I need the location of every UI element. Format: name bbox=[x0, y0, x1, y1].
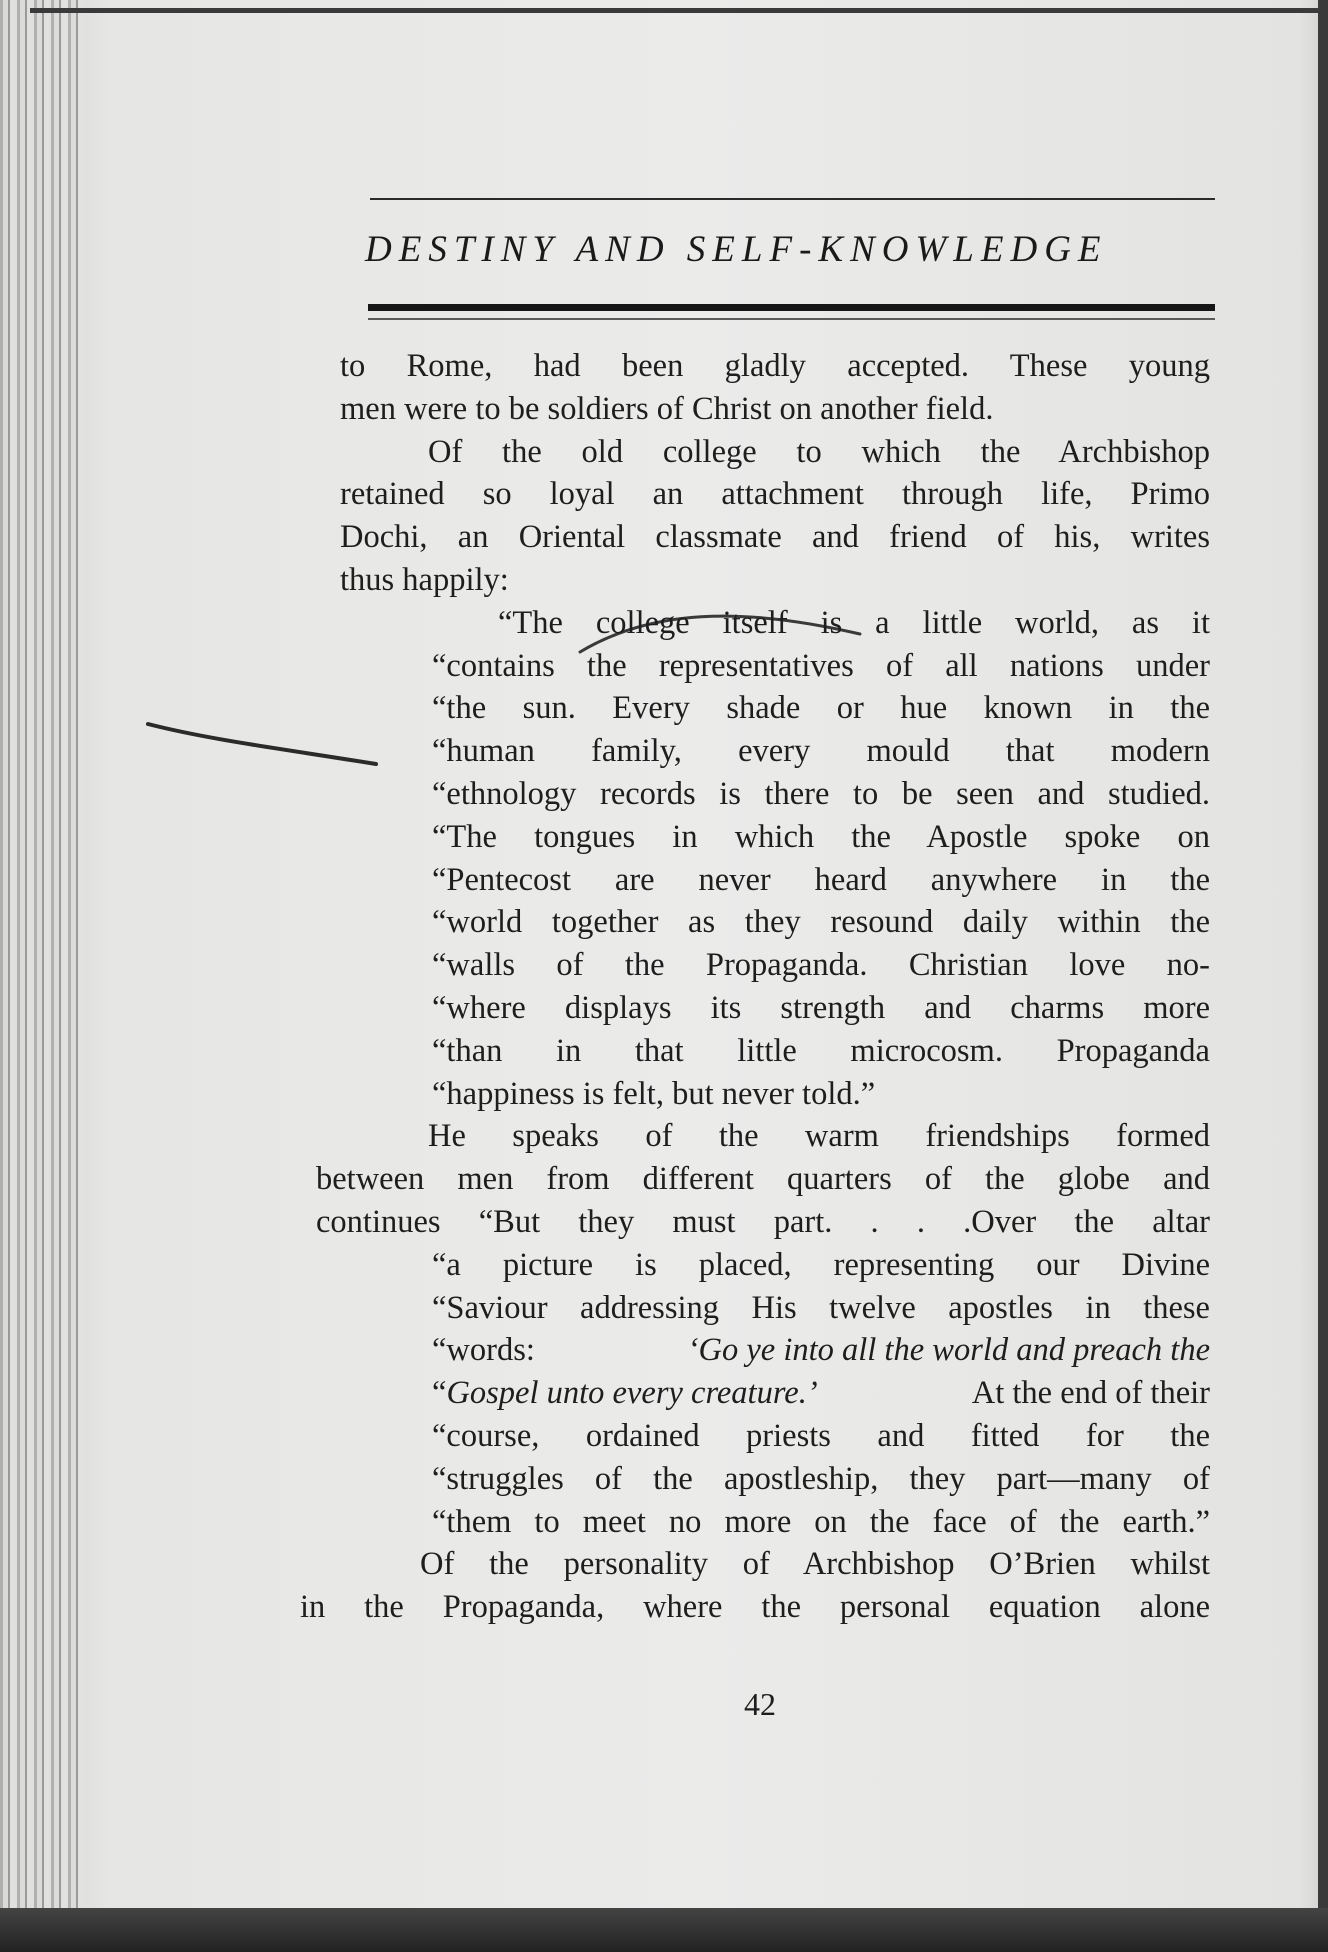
text-line: in the Propaganda, where the personal equation alone bbox=[300, 1589, 1210, 1626]
quote-line bbox=[340, 1372, 1210, 1415]
header-rule-thick bbox=[368, 304, 1215, 311]
quote-line: “course, ordained priests and fitted for the bbox=[432, 1417, 1210, 1454]
quote-text: “Gospel unto every creature.’ bbox=[432, 1375, 818, 1412]
text-line: thus happily: bbox=[340, 561, 509, 598]
quote-line bbox=[340, 1329, 1210, 1372]
quote-text: At the end of their bbox=[971, 1375, 1210, 1412]
book-spine-edges bbox=[0, 0, 84, 1952]
quote-line: “ethnology records is there to be seen and studied. bbox=[432, 775, 1210, 812]
quote-line: “than in that little microcosm. Propaganda bbox=[432, 1032, 1210, 1069]
text-line: to Rome, had been gladly accepted. These young bbox=[340, 348, 1210, 384]
text-line: men were to be soldiers of Christ on another field. bbox=[340, 390, 994, 427]
quote-line: “walls of the Propaganda. Christian love no- bbox=[432, 947, 1210, 984]
page-right-edge bbox=[1318, 0, 1328, 1952]
text-line: continues “But they must part. . . .Over the altar bbox=[316, 1203, 1210, 1240]
page-bottom-edge bbox=[0, 1908, 1328, 1952]
quote-line: “world together as they resound daily within the bbox=[432, 904, 1210, 941]
quote-line: “The college itself is a little world, as it bbox=[498, 604, 1210, 641]
quote-line: “The tongues in which the Apostle spoke on bbox=[432, 818, 1210, 855]
quote-text: “words: bbox=[432, 1332, 535, 1369]
quote-italic-text: Gospel unto every creature.’ bbox=[446, 1375, 818, 1412]
quote-line: “where displays its strength and charms more bbox=[432, 989, 1210, 1026]
body-text bbox=[300, 345, 1210, 1629]
running-head: DESTINY AND SELF-KNOWLEDGE bbox=[365, 229, 1108, 270]
text-line: Of the old college to which the Archbishop bbox=[428, 433, 1210, 470]
quote-line: “Pentecost are never heard anywhere in the bbox=[432, 861, 1210, 898]
quote-line: “them to meet no more on the face of the earth.” bbox=[432, 1503, 1210, 1540]
quote-line: “the sun. Every shade or hue known in the bbox=[432, 690, 1210, 727]
quote-line: “human family, every mould that modern bbox=[432, 733, 1210, 770]
page-number: 42 bbox=[744, 1686, 776, 1722]
quote-line: “struggles of the apostleship, they part—many of bbox=[432, 1460, 1210, 1497]
quote-line: “happiness is felt, but never told.” bbox=[432, 1075, 876, 1112]
text-line: He speaks of the warm friendships formed bbox=[428, 1118, 1210, 1155]
text-line: between men from different quarters of the globe and bbox=[316, 1161, 1210, 1198]
quote-italic-text: ‘Go ye into all the world and preach the bbox=[687, 1332, 1210, 1369]
quote-line: “a picture is placed, representing our Divine bbox=[432, 1246, 1210, 1283]
text-line: retained so loyal an attachment through life, Primo bbox=[340, 476, 1210, 513]
header-rule-thin bbox=[368, 318, 1215, 320]
text-line: Of the personality of Archbishop O’Brien whilst bbox=[420, 1546, 1210, 1583]
quote-line: “Saviour addressing His twelve apostles in these bbox=[432, 1289, 1210, 1326]
header-rule-top bbox=[370, 198, 1215, 200]
text-line: Dochi, an Oriental classmate and friend of his, writes bbox=[340, 519, 1210, 556]
page-top-edge bbox=[30, 8, 1320, 13]
quote-line: “contains the representatives of all nations under bbox=[432, 647, 1210, 684]
